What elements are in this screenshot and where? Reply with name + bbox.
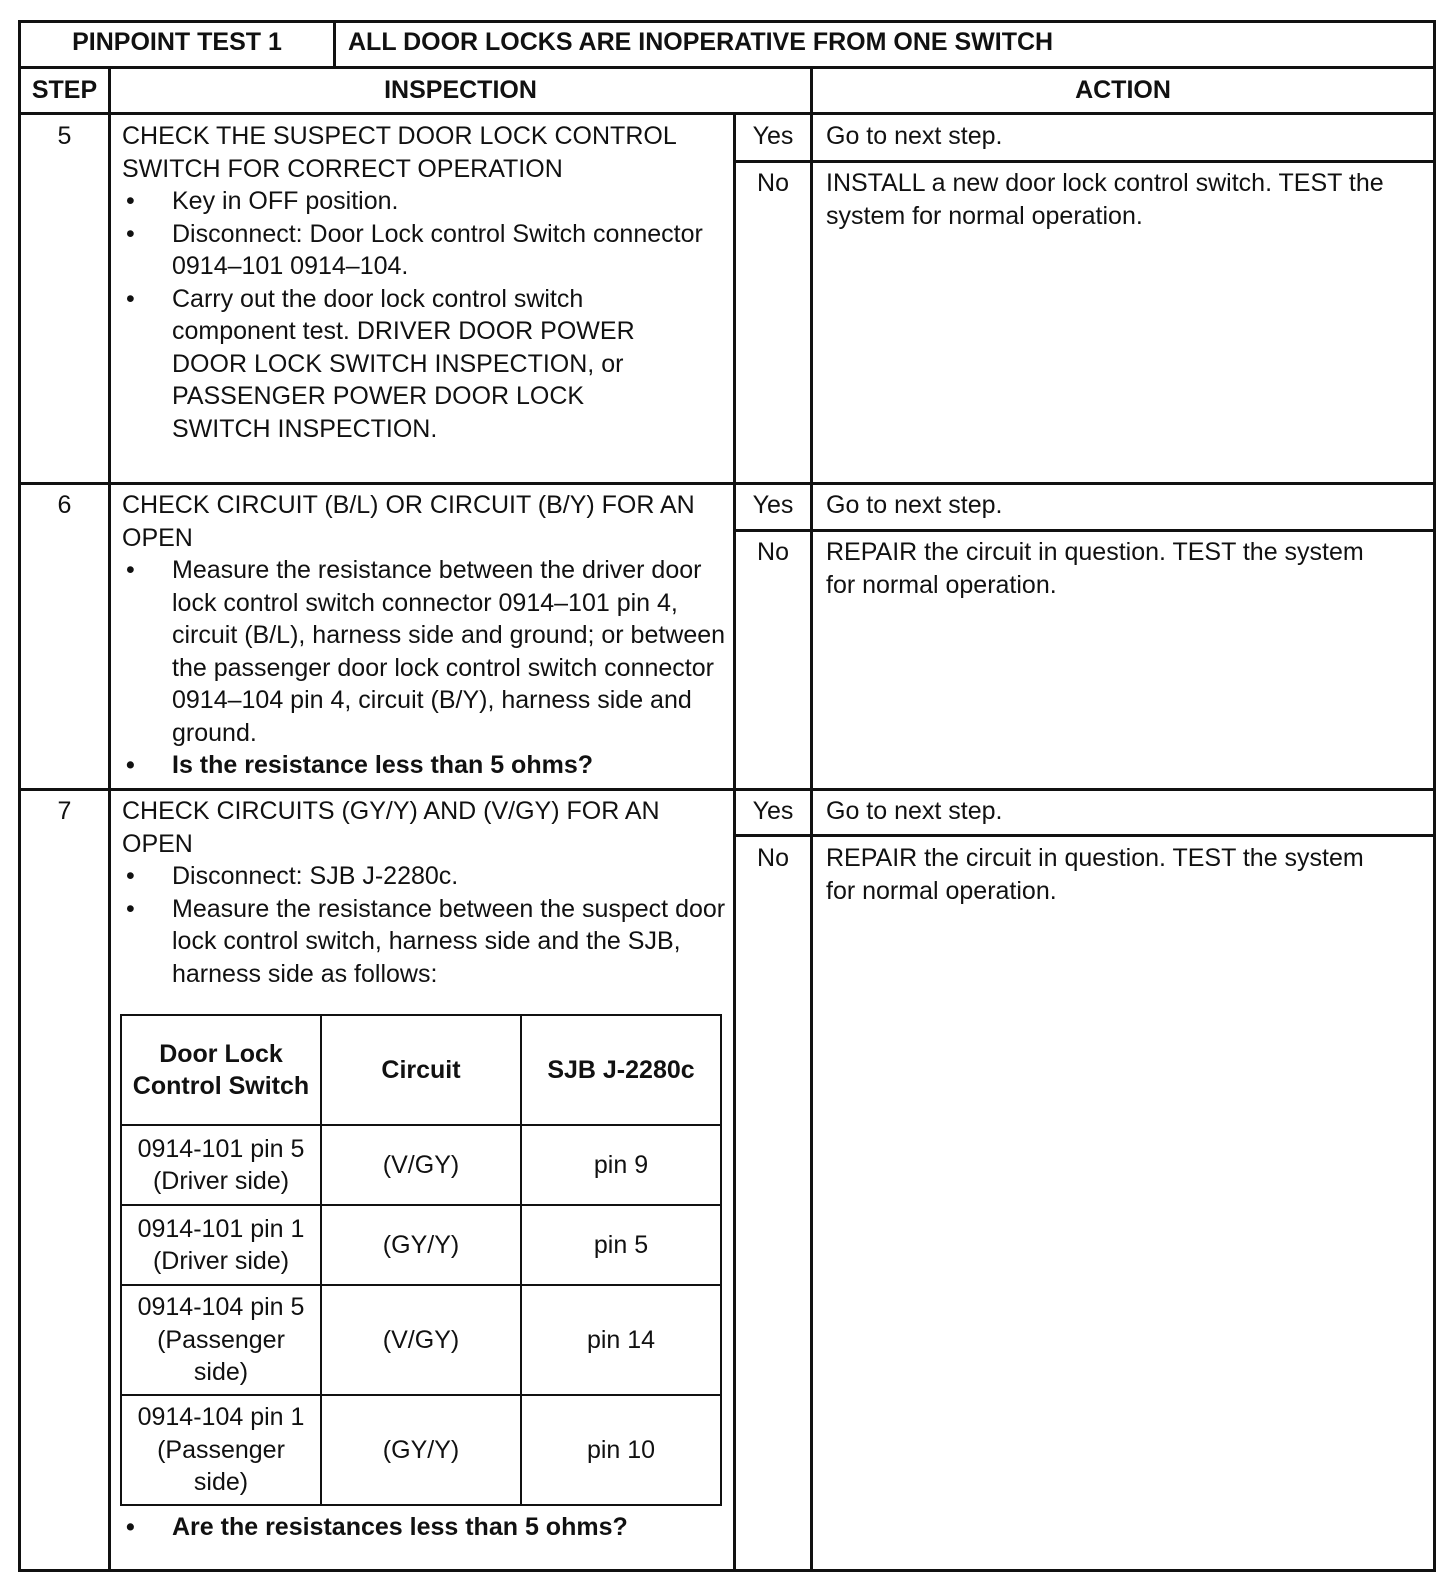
step-heading: CHECK THE SUSPECT DOOR LOCK CONTROL SWITCH FOR CORRECT OPERATION — [122, 122, 676, 183]
rule — [735, 834, 1436, 837]
rule — [735, 160, 1436, 163]
rule — [18, 788, 1436, 791]
rule — [18, 482, 1436, 485]
step-number: 5 — [57, 122, 72, 150]
instruction-list — [122, 860, 726, 990]
step-number: 7 — [57, 797, 72, 825]
step-heading: CHECK CIRCUITS (GY/Y) AND (V/GY) FOR AN OPEN — [122, 797, 660, 858]
instruction-item: • Disconnect: Door Lock control Switch connector 0914–101 0914–104. — [122, 218, 726, 283]
yes-action: Go to next step. — [826, 122, 1003, 150]
test-title: ALL DOOR LOCKS ARE INOPERATIVE FROM ONE SWITCH — [348, 28, 1054, 56]
rule — [18, 112, 1436, 115]
no-label: No — [757, 844, 789, 872]
table-header: Door Lock Control Switch — [121, 1015, 321, 1125]
table-cell: pin 10 — [521, 1395, 721, 1505]
column-header-inspection: INSPECTION — [384, 76, 537, 104]
instruction-list — [122, 1511, 726, 1544]
rule — [333, 20, 336, 68]
instruction-item: • Measure the resistance between the suspect door lock control switch, harness side and the SJB, harness side as follows: — [122, 893, 726, 991]
step-heading: CHECK CIRCUIT (B/L) OR CIRCUIT (B/Y) FOR AN OPEN — [122, 491, 695, 552]
no-label: No — [757, 169, 789, 197]
instruction-item: • Key in OFF position. — [122, 185, 726, 218]
no-action: REPAIR the circuit in question. TEST the system for normal operation. — [826, 844, 1364, 905]
instruction-list — [122, 185, 726, 445]
circuit-table — [120, 1014, 722, 1506]
table-cell: (GY/Y) — [321, 1395, 521, 1505]
table-row — [121, 1395, 721, 1505]
yes-action: Go to next step. — [826, 491, 1003, 519]
rule — [735, 529, 1436, 532]
column-header-action: ACTION — [1075, 76, 1171, 104]
column-header-step: STEP — [31, 76, 98, 104]
question-item: • Is the resistance less than 5 ohms? — [122, 749, 726, 782]
step-number: 6 — [57, 491, 72, 519]
instruction-item: • Measure the resistance between the driver door lock control switch connector 0914–101 pin 4, circuit (B/L), harness side and ground; or between the passenger door lock control switch connector 0914–104 pin 4, circuit (B/Y), harness side and ground. — [122, 554, 726, 749]
no-action: REPAIR the circuit in question. TEST the system for normal operation. — [826, 538, 1364, 599]
question-item: • Are the resistances less than 5 ohms? — [122, 1511, 726, 1544]
rule — [810, 66, 813, 1572]
table-cell: 0914-104 pin 1 (Passenger side) — [121, 1395, 321, 1505]
step-inspection — [122, 489, 726, 782]
table-cell: pin 9 — [521, 1125, 721, 1205]
instruction-item: • Disconnect: SJB J-2280c. — [122, 860, 726, 893]
table-cell: (V/GY) — [321, 1125, 521, 1205]
table-header: SJB J-2280c — [521, 1015, 721, 1125]
table-cell: pin 14 — [521, 1285, 721, 1395]
table-cell: (V/GY) — [321, 1285, 521, 1395]
table-cell: (GY/Y) — [321, 1205, 521, 1285]
no-action: INSTALL a new door lock control switch. TEST the system for normal operation. — [826, 169, 1384, 230]
no-label: No — [757, 538, 789, 566]
table-header-row — [121, 1015, 721, 1125]
yes-label: Yes — [752, 491, 794, 519]
table-cell: 0914-104 pin 5 (Passenger side) — [121, 1285, 321, 1395]
yes-action: Go to next step. — [826, 797, 1003, 825]
step-question — [122, 1511, 726, 1544]
test-label: PINPOINT TEST 1 — [72, 28, 282, 56]
yes-label: Yes — [752, 122, 794, 150]
step-inspection — [122, 795, 726, 990]
table-row — [121, 1125, 721, 1205]
rule — [18, 66, 1436, 69]
table-cell: 0914-101 pin 5 (Driver side) — [121, 1125, 321, 1205]
step-inspection — [122, 120, 726, 445]
table-row — [121, 1285, 721, 1395]
yes-label: Yes — [752, 797, 794, 825]
instruction-item: • Carry out the door lock control switch component test. DRIVER DOOR POWER DOOR LOCK SWITCH INSPECTION, or PASSENGER POWER DOOR LOCK SWITCH INSPECTION. — [122, 283, 726, 446]
table-row — [121, 1205, 721, 1285]
instruction-list — [122, 554, 726, 782]
rule — [108, 66, 111, 1572]
table-cell: pin 5 — [521, 1205, 721, 1285]
table-header: Circuit — [321, 1015, 521, 1125]
table-cell: 0914-101 pin 1 (Driver side) — [121, 1205, 321, 1285]
